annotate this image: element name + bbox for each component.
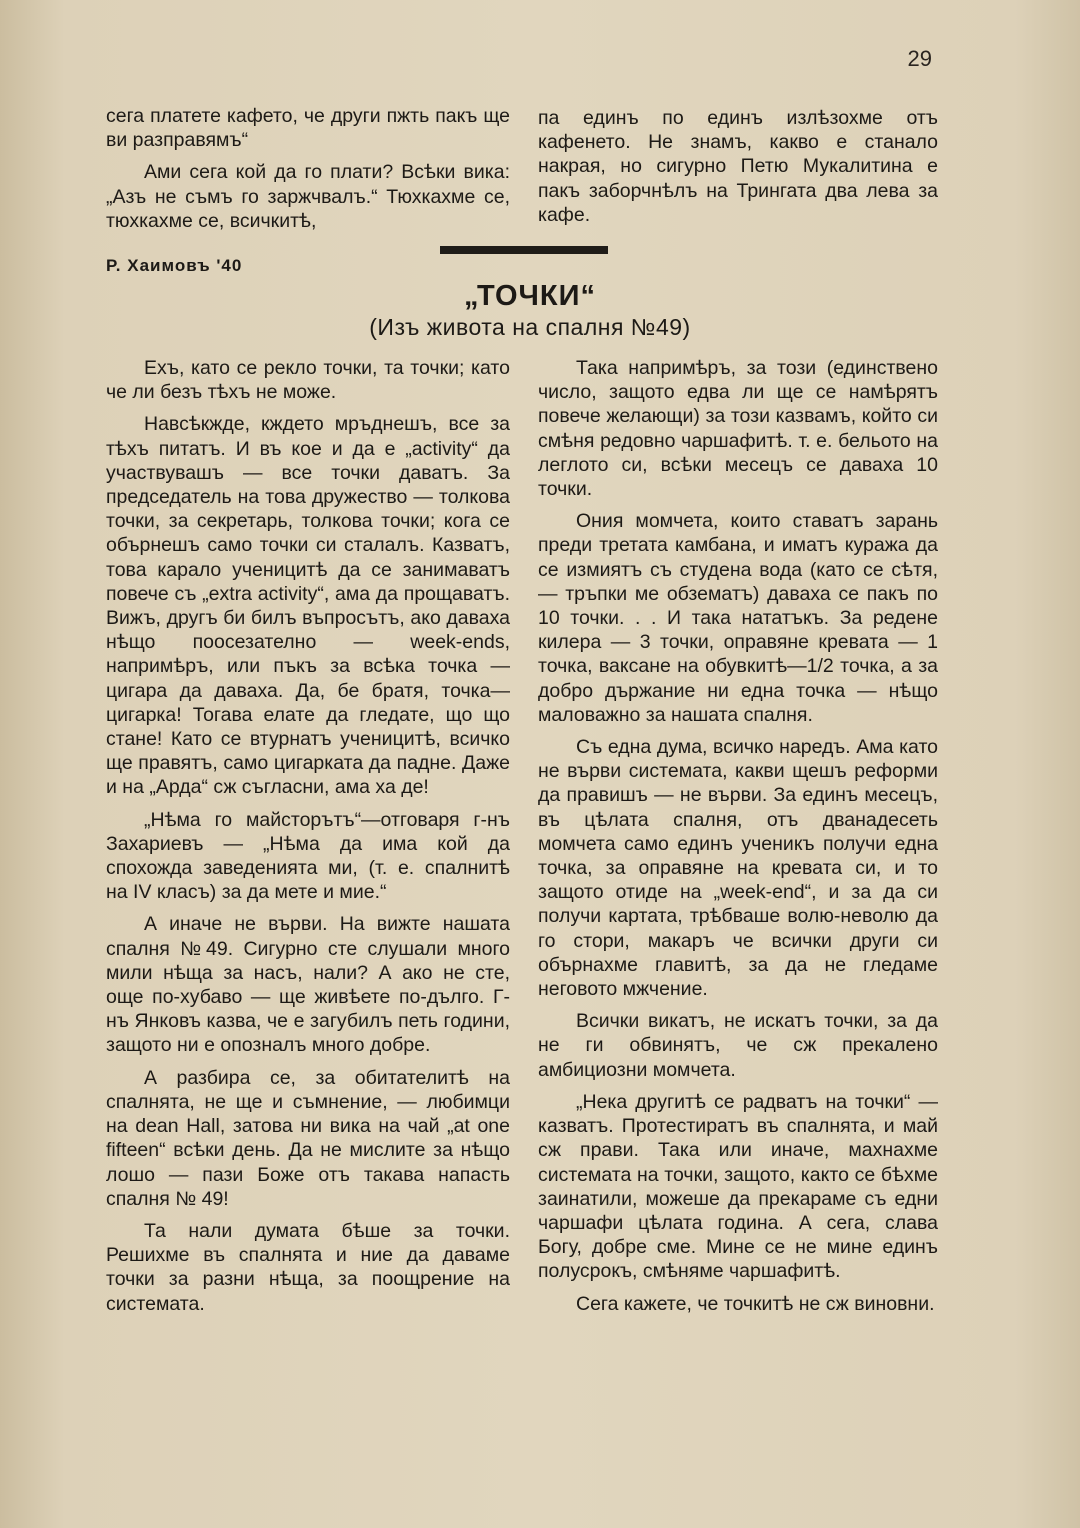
article-paragraph: „Нека другитѣ се радватъ на точки“ — казватъ. Протестиратъ въ спалнята, и май сж прави. Така или иначе, махнахме системата на точки, защото, както се бѣхме заинатили, можеше да прекараме съ едни чаршафи цѣлата година. А сега, слава Богу, добре сме. Мине се не мине единъ полусрокъ, смѣняме чаршафитѣ.	[538, 1090, 938, 1283]
article-paragraph: Ехъ, като се рекло точки, та точки; като че ли безъ тѣхъ не може.	[106, 357, 510, 404]
previous-article-left-column	[106, 104, 510, 233]
author-byline: Р. Хаимовъ '40	[106, 256, 243, 275]
page-number: 29	[907, 46, 932, 71]
article-right-column	[538, 356, 938, 1316]
section-divider	[440, 246, 608, 254]
article-paragraph: А иначе не върви. На вижте нашата спалня №49. Сигурно сте слушали много мили нѣща за насъ, нали? А ако не сте, още по-хубаво — ще живѣете по-дълго. Г-нъ Янковъ казва, че е загубилъ петь години, защото ни е опозналъ много добре.	[106, 913, 510, 1057]
previous-article-paragraph: па единъ по единъ излѣзохме отъ кафенето. Не знамъ, какво е станало накрая, но сигурно Петю Мукалитина е пакъ заборчнѣлъ на Трингата два лева за кафе.	[538, 107, 938, 226]
article-paragraph: Ония момчета, които ставатъ зарань преди третата камбана, и иматъ куража да се измиятъ съ студена вода (като се сѣтя, — тръпки ме обзематъ) даваха се пакъ по 10 точки. . . И така нататъкъ. За редене килера — 3 точки, оправяне кревата — 1 точка, ваксане на обувкитѣ—1/2 точка, а за добро държание ни една точка — нѣщо маловажно за нашата спалня.	[538, 510, 938, 726]
previous-article-right-column	[538, 106, 938, 227]
previous-article-paragraph: Ами сега кой да го плати? Всѣки вика: „Азъ не съмъ го заржчвалъ.“ Тюхкахме се, тюхкахме се, всичкитѣ,	[106, 161, 510, 232]
article-paragraph: „Нѣма го майсторътъ“—отговаря г-нъ Захариевъ — „Нѣма да има кой да спохожда заведенията ми, (т. е. спалнитѣ на IV класъ) за да мете и мие.“	[106, 808, 510, 904]
article-paragraph: А разбира се, за обитателитѣ на спалнята, не ще и съмнение, — любимци на dean Hall, затова ни вика на чай „at one fifteen“ всѣки день. Да не мислите за нѣщо лошо — пази Боже отъ такава напасть спалня № 49!	[106, 1066, 510, 1210]
article-paragraph: Всички викатъ, не искатъ точки, за да не ги обвинятъ, че сж прекалено амбициозни момчета.	[538, 1010, 938, 1081]
previous-article-paragraph: сега платете кафето, че други пжть пакъ ще ви разправямъ“	[106, 105, 510, 152]
article-paragraph: Навсѣкжде, кждето мръднешъ, все за тѣхъ питатъ. И въ кое и да е „activity“ да участвувашъ — все точки даватъ. За председатель на това дружество — толкова точки, за секретарь, толкова точки; кога се обърнешъ само точки си сталалъ. Казватъ, това карало ученицитѣ да се занимаватъ повече съ „extra activity“, ама да прощаватъ. Вижъ, другъ би билъ въпросътъ, ако даваха нѣщо поосезателно — week-ends, напримѣръ, или пъкъ за всѣка точка — цигара да даваха. Да, бе братя, точка—цигарка! Тогава елате да гледате, що що стане! Като се втурнатъ ученицитѣ, всичко ще правятъ, само цигарката да падне. Даже и на „Арда“ сж съгласни, ама ха де!	[106, 413, 510, 799]
article-paragraph: Та нали думата бѣше за точки. Решихме въ спалнята и ние да даваме точки за разни нѣща, за поощрение на системата.	[106, 1219, 510, 1315]
article-paragraph: Така напримѣръ, за този (единствено число, защото едва ли ще се намѣрятъ повече желающи) за този казвамъ, който си смѣня редовно чаршафитѣ. т. е. бельото на леглото си, всѣки месецъ се даваха 10 точки.	[538, 357, 938, 501]
article-paragraph: Съ една дума, всичко наредъ. Ама като не върви системата, какви щешъ реформи да правишъ — не върви. За единъ месецъ, въ цѣлата спалня, отъ дванадесеть момчета само единъ ученикъ получи една точка, за оправяне на кревата си, и то защото отиде на „week-end“, и за да си получи картата, трѣбваше волю-неволю да го стори, макаръ че всички други си обърнахме главитѣ, за да не гледаме неговото мжчение.	[538, 736, 938, 1001]
article-paragraph: Сега кажете, че точкитѣ не сж виновни.	[576, 1292, 935, 1315]
article-subtitle: (Изъ живота на спалня №49)	[369, 314, 691, 340]
article-title: „ТОЧКИ“	[464, 280, 596, 312]
article-left-column	[106, 356, 510, 1316]
